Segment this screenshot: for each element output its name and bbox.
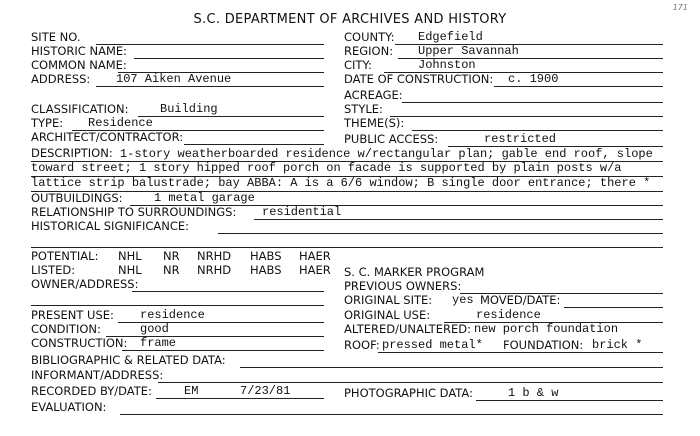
type-value: Residence xyxy=(88,116,153,130)
original-use-label: ORIGINAL USE: xyxy=(344,308,431,322)
address-label: ADDRESS: xyxy=(31,72,91,86)
site-no-label: SITE NO. xyxy=(31,30,81,44)
acreage-label: ACREAGE: xyxy=(344,88,403,102)
outbuildings-label: OUTBUILDINGS: xyxy=(31,191,123,205)
common-name-label: COMMON NAME: xyxy=(31,58,127,72)
description-rule-3 xyxy=(31,191,663,192)
relationship-line xyxy=(254,219,663,220)
classification-label: CLASSIFICATION: xyxy=(31,102,129,116)
moved-label: MOVED/DATE: xyxy=(480,293,561,307)
significance-line xyxy=(218,233,663,234)
theme-label: THEME(S): xyxy=(344,116,405,130)
form-title: S.C. DEPARTMENT OF ARCHIVES AND HISTORY xyxy=(193,12,507,27)
city-value: Johnston xyxy=(418,58,476,72)
listed-nhl: NHL xyxy=(118,263,142,277)
relationship-label: RELATIONSHIP TO SURROUNDINGS: xyxy=(31,205,237,219)
access-value: restricted xyxy=(484,132,557,146)
original-site-value: yes xyxy=(452,293,474,307)
listed-haer: HAER xyxy=(299,263,331,277)
previous-owners-label: PREVIOUS OWNERS: xyxy=(344,279,462,293)
construction-line xyxy=(122,350,324,351)
owner-label: OWNER/ADDRESS: xyxy=(31,277,139,291)
potential-nrhd: NRHD xyxy=(197,249,232,263)
county-label: COUNTY: xyxy=(344,30,395,44)
description-line-2: toward street; 1 story hipped roof porch on facade is supported by plain posts w/a xyxy=(31,161,622,175)
description-line-1 xyxy=(31,146,653,162)
architect-label: ARCHITECT/CONTRACTOR: xyxy=(31,130,184,144)
date-line xyxy=(494,86,663,87)
bibliographic-label: BIBLIOGRAPHIC & RELATED DATA: xyxy=(31,353,226,367)
foundation-value: brick * xyxy=(592,338,643,352)
condition-line xyxy=(106,336,324,337)
evaluation-line xyxy=(120,414,663,415)
access-label: PUBLIC ACCESS: xyxy=(344,132,439,146)
potential-nhl: NHL xyxy=(118,249,142,263)
corner-mark: 171 xyxy=(672,3,688,12)
roof-value: pressed metal* xyxy=(382,338,483,352)
photo-value: 1 b & w xyxy=(508,386,559,400)
historic-name-label: HISTORIC NAME: xyxy=(31,44,128,58)
roof-line xyxy=(378,352,663,353)
recorded-by-value: EM xyxy=(184,384,199,398)
recorded-label: RECORDED BY/DATE: xyxy=(31,384,152,398)
address-line xyxy=(96,86,324,87)
description-text-1: 1-story weatherboarded residence w/rectangular plan; gable end roof, slope xyxy=(119,147,653,161)
original-use-value: residence xyxy=(476,308,541,322)
historic-name-line xyxy=(134,58,324,59)
potential-habs: HABS xyxy=(250,249,282,263)
present-use-value: residence xyxy=(140,308,205,322)
address-value: 107 Aiken Avenue xyxy=(116,72,232,86)
photo-label: PHOTOGRAPHIC DATA: xyxy=(344,386,473,400)
roof-label: ROOF: xyxy=(344,338,380,352)
listed-nrhd: NRHD xyxy=(197,263,232,277)
moved-line xyxy=(564,307,663,308)
evaluation-label: EVALUATION: xyxy=(31,400,107,414)
owner-line xyxy=(132,291,324,292)
listed-habs: HABS xyxy=(250,263,282,277)
photo-line xyxy=(476,400,663,401)
outbuildings-value: 1 metal garage xyxy=(154,191,255,205)
altered-label: ALTERED/UNALTERED: xyxy=(344,322,471,336)
listed-nr: NR xyxy=(163,263,180,277)
altered-value: new porch foundation xyxy=(474,322,619,336)
significance-label: HISTORICAL SIGNIFICANCE: xyxy=(31,219,190,233)
region-value: Upper Savannah xyxy=(418,44,519,58)
potential-haer: HAER xyxy=(299,249,331,263)
informant-label: INFORMANT/ADDRESS: xyxy=(31,368,164,382)
potential-label: POTENTIAL: xyxy=(31,249,99,263)
condition-value: good xyxy=(140,322,169,336)
condition-label: CONDITION: xyxy=(31,322,101,336)
architect-line xyxy=(184,144,324,145)
city-label: CITY: xyxy=(344,58,372,72)
theme-line xyxy=(412,130,663,131)
description-line-3: lattice strip balustrade; bay ABBA: A is a 6/6 window; B single door entrance; there * xyxy=(31,176,651,190)
listed-label: LISTED: xyxy=(31,263,76,277)
foundation-label: FOUNDATION: xyxy=(503,338,584,352)
date-label: DATE OF CONSTRUCTION: xyxy=(344,72,494,86)
county-value: Edgefield xyxy=(418,30,483,44)
acreage-line xyxy=(402,102,663,103)
style-label: STYLE: xyxy=(344,102,383,116)
potential-nr: NR xyxy=(163,249,180,263)
original-site-label: ORIGINAL SITE: xyxy=(344,293,433,307)
site-no-line xyxy=(96,44,324,45)
bibliographic-line xyxy=(240,367,663,368)
construction-label: CONSTRUCTION: xyxy=(31,336,128,350)
type-label: TYPE: xyxy=(31,116,64,130)
classification-line xyxy=(138,116,324,117)
description-label: DESCRIPTION: xyxy=(31,146,113,160)
relationship-value: residential xyxy=(262,205,342,219)
recorded-date-value: 7/23/81 xyxy=(240,384,291,398)
date-value: c. 1900 xyxy=(508,72,559,86)
present-use-label: PRESENT USE: xyxy=(31,308,114,322)
marker-program-label: S. C. MARKER PROGRAM xyxy=(344,265,485,279)
construction-value: frame xyxy=(140,336,177,350)
recorded-line xyxy=(156,398,324,399)
informant-line xyxy=(158,382,663,383)
classification-value: Building xyxy=(160,102,218,116)
significance-line-2 xyxy=(31,247,663,248)
owner-line-2 xyxy=(31,305,324,306)
style-line xyxy=(390,116,663,117)
region-label: REGION: xyxy=(344,44,394,58)
